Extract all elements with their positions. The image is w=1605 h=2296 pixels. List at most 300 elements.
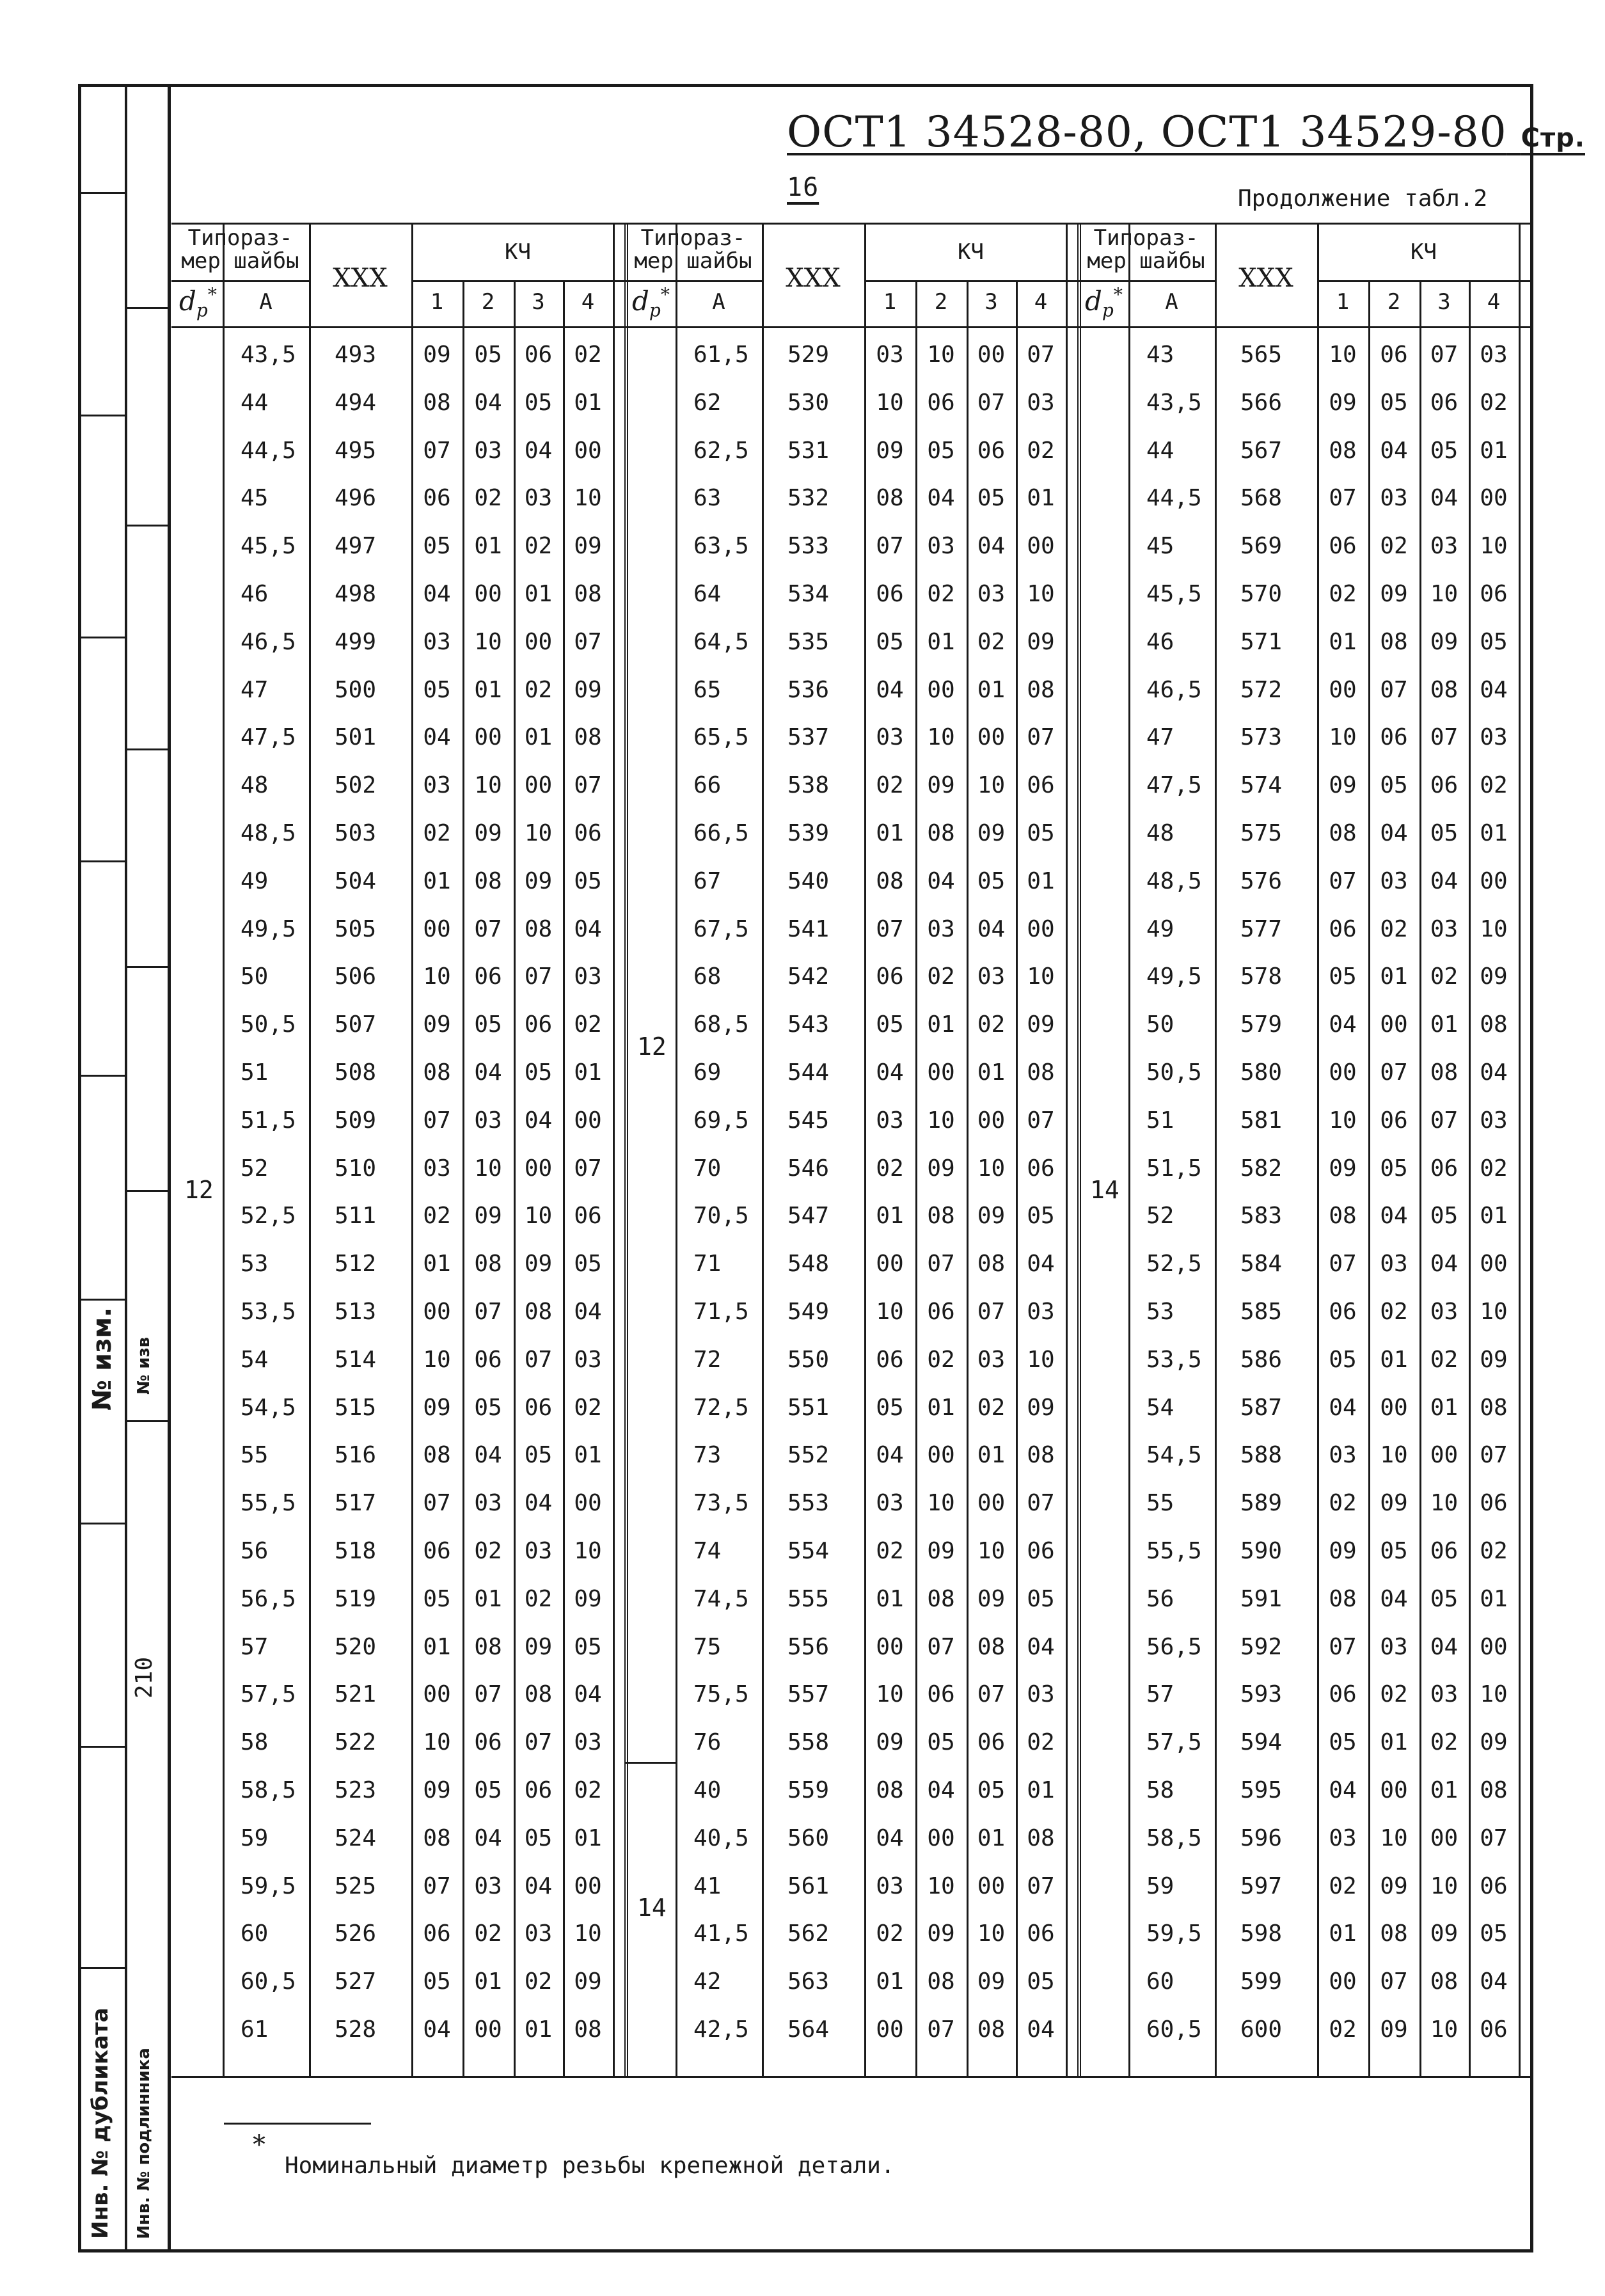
cell-k4: 05 (574, 1633, 602, 1660)
cell-k1: 03 (876, 1872, 904, 1899)
cell-a: 60 (1146, 1968, 1174, 1995)
column-line (613, 223, 615, 2078)
cell-xxx: 521 (335, 1681, 377, 1708)
cell-k2: 02 (1380, 1299, 1408, 1325)
cell-k4: 07 (1480, 1825, 1508, 1851)
cell-k3: 01 (1430, 1777, 1459, 1803)
cell-k1: 05 (423, 676, 451, 703)
cell-k1: 03 (876, 1490, 904, 1517)
cell-a: 56,5 (241, 1585, 296, 1612)
cell-k4: 08 (574, 581, 602, 607)
cell-k3: 05 (977, 867, 1006, 894)
cell-k2: 02 (1380, 533, 1408, 560)
cell-xxx: 515 (335, 1394, 377, 1421)
cell-xxx: 564 (787, 2016, 830, 2043)
cell-a: 44,5 (241, 437, 296, 464)
cell-k4: 00 (1480, 867, 1508, 894)
cell-k2: 03 (927, 915, 955, 942)
cell-k2: 08 (1380, 628, 1408, 655)
cell-xxx: 551 (787, 1394, 830, 1421)
header-top-rule (171, 223, 1530, 225)
cell-a: 59,5 (1146, 1920, 1202, 1947)
group-dp: 12 (184, 1176, 214, 1205)
cell-k4: 06 (1027, 772, 1055, 799)
cell-xxx: 573 (1240, 724, 1283, 751)
cell-a: 48,5 (241, 820, 296, 846)
cell-k3: 02 (977, 628, 1006, 655)
cell-k4: 06 (1027, 1538, 1055, 1564)
cell-a: 42,5 (693, 2016, 749, 2043)
cell-a: 60 (241, 1920, 269, 1947)
cell-k2: 05 (1380, 1538, 1408, 1564)
cell-k4: 07 (574, 772, 602, 799)
cell-k3: 06 (524, 342, 553, 368)
cell-k2: 07 (927, 1633, 955, 1660)
cell-a: 51 (1146, 1107, 1174, 1134)
cell-k2: 04 (927, 485, 955, 512)
cell-k4: 09 (574, 533, 602, 560)
cell-k1: 07 (876, 533, 904, 560)
cell-a: 70,5 (693, 1203, 749, 1230)
cell-a: 71 (693, 1251, 722, 1278)
cell-k2: 10 (1380, 1442, 1408, 1469)
cell-a: 55,5 (241, 1490, 296, 1517)
cell-k2: 01 (474, 1968, 502, 1995)
cell-xxx: 501 (335, 724, 377, 751)
cell-k2: 05 (474, 1777, 502, 1803)
cell-k3: 09 (1430, 628, 1459, 655)
header-xxx: XXX (333, 264, 388, 293)
cell-k4: 05 (574, 1251, 602, 1278)
cell-k3: 06 (1430, 772, 1459, 799)
dp-subscript: p (649, 299, 661, 321)
cell-a: 68 (693, 963, 722, 990)
cell-a: 53,5 (241, 1299, 296, 1325)
cell-a: 69 (693, 1059, 722, 1086)
cell-k3: 03 (1430, 1681, 1459, 1708)
cell-k4: 08 (574, 2016, 602, 2043)
cell-k1: 00 (876, 1633, 904, 1660)
cell-k3: 07 (1430, 1107, 1459, 1134)
cell-xxx: 542 (787, 963, 830, 990)
cell-k3: 02 (1430, 1346, 1459, 1373)
cell-k4: 00 (574, 1872, 602, 1899)
cell-k4: 04 (1480, 1968, 1508, 1995)
cell-k2: 00 (1380, 1394, 1408, 1421)
cell-k4: 08 (1027, 1059, 1055, 1086)
cell-k3: 10 (1430, 581, 1459, 607)
cell-k3: 01 (977, 1825, 1006, 1851)
cell-k2: 02 (474, 485, 502, 512)
cell-k3: 08 (1430, 1059, 1459, 1086)
cell-k1: 08 (423, 1442, 451, 1469)
cell-k3: 06 (977, 437, 1006, 464)
cell-k3: 02 (1430, 963, 1459, 990)
cell-xxx: 596 (1240, 1825, 1283, 1851)
cell-k3: 10 (977, 1538, 1006, 1564)
cell-k2: 02 (1380, 915, 1408, 942)
cell-k4: 04 (1480, 1059, 1508, 1086)
cell-k3: 01 (1430, 1394, 1459, 1421)
cell-xxx: 541 (787, 915, 830, 942)
cell-k4: 03 (1027, 1299, 1055, 1325)
cell-k4: 00 (1480, 1633, 1508, 1660)
cell-k2: 09 (474, 820, 502, 846)
cell-k2: 10 (927, 1490, 955, 1517)
cell-k1: 09 (1329, 389, 1357, 416)
cell-k3: 02 (977, 1011, 1006, 1038)
cell-k3: 07 (1430, 342, 1459, 368)
cell-k4: 10 (574, 1538, 602, 1564)
margin-tick (125, 966, 171, 968)
cell-k1: 02 (876, 1920, 904, 1947)
cell-xxx: 567 (1240, 437, 1283, 464)
cell-k3: 04 (1430, 485, 1459, 512)
cell-k2: 05 (474, 1394, 502, 1421)
cell-xxx: 585 (1240, 1299, 1283, 1325)
cell-xxx: 556 (787, 1633, 830, 1660)
cell-k4: 06 (1480, 2016, 1508, 2043)
cell-k1: 01 (876, 1585, 904, 1612)
cell-a: 47,5 (1146, 772, 1202, 799)
cell-k1: 04 (876, 1442, 904, 1469)
cell-k2: 05 (1380, 389, 1408, 416)
cell-k4: 02 (574, 1394, 602, 1421)
cell-k3: 05 (977, 1777, 1006, 1803)
cell-a: 54,5 (1146, 1442, 1202, 1469)
cell-k4: 03 (1027, 1681, 1055, 1708)
cell-a: 46 (241, 581, 269, 607)
cell-xxx: 591 (1240, 1585, 1283, 1612)
header-k4: 4 (1487, 289, 1501, 315)
cell-xxx: 527 (335, 1968, 377, 1995)
cell-k1: 00 (1329, 1968, 1357, 1995)
cell-a: 62,5 (693, 437, 749, 464)
cell-k4: 07 (1027, 1490, 1055, 1517)
group-separator (624, 1762, 676, 1764)
cell-k2: 09 (927, 1538, 955, 1564)
cell-k3: 10 (524, 820, 553, 846)
column-line (762, 223, 764, 2078)
margin-tick (78, 1746, 125, 1748)
cell-k3: 07 (524, 963, 553, 990)
cell-k3: 10 (977, 1920, 1006, 1947)
header-kch: КЧ (958, 239, 984, 265)
cell-k2: 07 (474, 1299, 502, 1325)
cell-k3: 09 (524, 1251, 553, 1278)
cell-k3: 00 (1430, 1442, 1459, 1469)
cell-k1: 09 (1329, 1155, 1357, 1182)
cell-k3: 03 (524, 1920, 553, 1947)
cell-k4: 06 (1480, 581, 1508, 607)
cell-k4: 03 (574, 1346, 602, 1373)
data-table (171, 223, 1530, 2078)
cell-xxx: 507 (335, 1011, 377, 1038)
cell-a: 61,5 (693, 342, 749, 368)
cell-a: 59 (1146, 1872, 1174, 1899)
cell-k3: 05 (524, 1059, 553, 1086)
cell-k4: 00 (1480, 485, 1508, 512)
cell-a: 72,5 (693, 1394, 749, 1421)
cell-xxx: 555 (787, 1585, 830, 1612)
cell-k1: 01 (423, 867, 451, 894)
cell-k4: 07 (1027, 1872, 1055, 1899)
cell-k3: 09 (977, 1968, 1006, 1995)
cell-k3: 02 (977, 1394, 1006, 1421)
cell-xxx: 586 (1240, 1346, 1283, 1373)
column-line (1077, 223, 1081, 2078)
group-dp: 14 (1090, 1176, 1119, 1205)
cell-k3: 07 (524, 1729, 553, 1756)
cell-k4: 01 (1027, 867, 1055, 894)
page-label: Стр. (1521, 123, 1585, 153)
document-code: ОСТ1 34528-80, ОСТ1 34529-80 (787, 107, 1507, 157)
cell-a: 53,5 (1146, 1346, 1202, 1373)
column-line (309, 223, 311, 2078)
cell-k1: 10 (876, 389, 904, 416)
cell-k4: 06 (574, 820, 602, 846)
cell-k1: 05 (1329, 1729, 1357, 1756)
cell-k2: 03 (1380, 1633, 1408, 1660)
cell-k4: 02 (1480, 389, 1508, 416)
cell-a: 61 (241, 2016, 269, 2043)
cell-k2: 10 (1380, 1825, 1408, 1851)
cell-xxx: 560 (787, 1825, 830, 1851)
cell-k2: 07 (474, 1681, 502, 1708)
cell-k2: 09 (927, 1155, 955, 1182)
dp-symbol: d (1085, 285, 1102, 317)
header-size: Типораз- мер шайбы (1087, 225, 1205, 274)
cell-k2: 05 (474, 1011, 502, 1038)
cell-k2: 06 (1380, 342, 1408, 368)
cell-k2: 07 (927, 2016, 955, 2043)
cell-k1: 10 (423, 963, 451, 990)
cell-a: 44,5 (1146, 485, 1202, 512)
header-sub-rule (171, 280, 309, 282)
cell-xxx: 582 (1240, 1155, 1283, 1182)
cell-xxx: 550 (787, 1346, 830, 1373)
margin-tick (125, 307, 171, 309)
cell-k1: 00 (423, 1681, 451, 1708)
cell-k4: 05 (574, 867, 602, 894)
cell-k4: 07 (1480, 1442, 1508, 1469)
cell-k3: 09 (524, 1633, 553, 1660)
cell-k1: 03 (423, 628, 451, 655)
cell-k1: 01 (876, 820, 904, 846)
cell-xxx: 566 (1240, 389, 1283, 416)
cell-k3: 03 (977, 1346, 1006, 1373)
cell-a: 69,5 (693, 1107, 749, 1134)
cell-k2: 01 (1380, 1346, 1408, 1373)
cell-k1: 02 (1329, 1872, 1357, 1899)
cell-k4: 02 (1027, 437, 1055, 464)
cell-k1: 03 (876, 1107, 904, 1134)
cell-k4: 04 (1027, 2016, 1055, 2043)
cell-xxx: 519 (335, 1585, 377, 1612)
cell-k4: 08 (1480, 1777, 1508, 1803)
cell-k3: 03 (1430, 533, 1459, 560)
cell-k4: 08 (1027, 1442, 1055, 1469)
cell-k3: 08 (977, 2016, 1006, 2043)
cell-a: 52,5 (241, 1203, 296, 1230)
cell-k3: 01 (1430, 1011, 1459, 1038)
cell-k4: 09 (574, 1968, 602, 1995)
cell-xxx: 572 (1240, 676, 1283, 703)
cell-k3: 04 (524, 1107, 553, 1134)
cell-k3: 01 (524, 2016, 553, 2043)
header-k4: 4 (581, 289, 595, 315)
cell-k3: 10 (1430, 1872, 1459, 1899)
cell-a: 53 (241, 1251, 269, 1278)
cell-k3: 02 (524, 1585, 553, 1612)
cell-k4: 02 (1480, 1538, 1508, 1564)
cell-k1: 10 (1329, 342, 1357, 368)
cell-a: 70 (693, 1155, 722, 1182)
cell-k3: 10 (1430, 1490, 1459, 1517)
cell-a: 59,5 (241, 1872, 296, 1899)
cell-k4: 09 (1480, 1346, 1508, 1373)
cell-k4: 03 (1480, 1107, 1508, 1134)
cell-k3: 02 (524, 533, 553, 560)
cell-a: 73 (693, 1442, 722, 1469)
cell-k2: 05 (474, 342, 502, 368)
cell-k2: 10 (474, 628, 502, 655)
cell-k1: 09 (423, 1011, 451, 1038)
cell-k3: 01 (977, 1059, 1006, 1086)
cell-xxx: 509 (335, 1107, 377, 1134)
margin-tick (78, 192, 125, 194)
cell-k3: 08 (524, 915, 553, 942)
margin-tick (78, 1075, 125, 1077)
cell-k3: 08 (977, 1251, 1006, 1278)
cell-k1: 06 (423, 1538, 451, 1564)
cell-k3: 10 (1430, 2016, 1459, 2043)
cell-k1: 08 (423, 389, 451, 416)
cell-k2: 00 (1380, 1011, 1408, 1038)
cell-k3: 05 (1430, 820, 1459, 846)
cell-a: 57,5 (241, 1681, 296, 1708)
cell-k3: 04 (977, 915, 1006, 942)
cell-xxx: 500 (335, 676, 377, 703)
cell-a: 51,5 (241, 1107, 296, 1134)
cell-a: 47,5 (241, 724, 296, 751)
cell-k3: 08 (524, 1299, 553, 1325)
cell-k1: 06 (1329, 915, 1357, 942)
margin-tick (78, 637, 125, 638)
cell-k2: 03 (1380, 485, 1408, 512)
cell-k2: 09 (927, 1920, 955, 1947)
cell-k4: 09 (1480, 1729, 1508, 1756)
cell-k1: 06 (876, 1346, 904, 1373)
cell-a: 56 (1146, 1585, 1174, 1612)
header-kch: КЧ (1411, 239, 1437, 265)
cell-k1: 03 (876, 724, 904, 751)
cell-xxx: 522 (335, 1729, 377, 1756)
cell-xxx: 554 (787, 1538, 830, 1564)
cell-a: 55 (241, 1442, 269, 1469)
cell-a: 47 (1146, 724, 1174, 751)
cell-k3: 04 (1430, 1633, 1459, 1660)
cell-k2: 02 (927, 1346, 955, 1373)
cell-k1: 08 (876, 1777, 904, 1803)
cell-xxx: 580 (1240, 1059, 1283, 1086)
cell-a: 53 (1146, 1299, 1174, 1325)
cell-k3: 02 (524, 676, 553, 703)
cell-k2: 02 (927, 963, 955, 990)
header-size: Типораз- мер шайбы (634, 225, 752, 274)
cell-a: 50 (1146, 1011, 1174, 1038)
cell-a: 72 (693, 1346, 722, 1373)
cell-k3: 06 (977, 1729, 1006, 1756)
cell-k2: 09 (927, 772, 955, 799)
cell-xxx: 503 (335, 820, 377, 846)
footnote-mark: * (253, 2130, 265, 2160)
cell-a: 74,5 (693, 1585, 749, 1612)
cell-k4: 09 (574, 676, 602, 703)
cell-k4: 09 (1027, 1394, 1055, 1421)
cell-k4: 05 (1480, 1920, 1508, 1947)
cell-k1: 03 (1329, 1825, 1357, 1851)
cell-k3: 04 (1430, 867, 1459, 894)
cell-k1: 08 (876, 485, 904, 512)
cell-a: 73,5 (693, 1490, 749, 1517)
cell-k2: 04 (474, 1442, 502, 1469)
cell-k3: 04 (524, 1872, 553, 1899)
margin-sig-number: 210 (131, 1656, 157, 1698)
cell-xxx: 598 (1240, 1920, 1283, 1947)
cell-k4: 03 (1027, 389, 1055, 416)
cell-xxx: 584 (1240, 1251, 1283, 1278)
cell-k2: 10 (927, 342, 955, 368)
cell-k1: 01 (876, 1203, 904, 1230)
column-line (1128, 223, 1130, 2078)
cell-k3: 00 (977, 1490, 1006, 1517)
cell-k4: 08 (574, 724, 602, 751)
cell-xxx: 576 (1240, 867, 1283, 894)
cell-k1: 04 (423, 581, 451, 607)
cell-xxx: 593 (1240, 1681, 1283, 1708)
cell-xxx: 578 (1240, 963, 1283, 990)
cell-a: 66,5 (693, 820, 749, 846)
cell-k2: 03 (474, 1490, 502, 1517)
cell-a: 43 (1146, 342, 1174, 368)
cell-k1: 06 (876, 581, 904, 607)
cell-k4: 05 (1027, 1968, 1055, 1995)
cell-a: 63,5 (693, 533, 749, 560)
margin-tick (125, 525, 171, 526)
cell-xxx: 588 (1240, 1442, 1283, 1469)
cell-k1: 00 (876, 1251, 904, 1278)
margin-tick (125, 1190, 171, 1192)
cell-k4: 08 (1027, 1825, 1055, 1851)
cell-xxx: 579 (1240, 1011, 1283, 1038)
cell-k4: 01 (574, 1442, 602, 1469)
cell-xxx: 529 (787, 342, 830, 368)
cell-k3: 01 (977, 676, 1006, 703)
cell-xxx: 537 (787, 724, 830, 751)
cell-k3: 10 (977, 1155, 1006, 1182)
header-size: Типораз- мер шайбы (181, 225, 299, 274)
header-bottom-rule (171, 326, 1530, 328)
cell-k3: 06 (524, 1011, 553, 1038)
cell-k1: 02 (876, 772, 904, 799)
cell-a: 59 (241, 1825, 269, 1851)
cell-a: 58 (1146, 1777, 1174, 1803)
cell-k4: 10 (1480, 1681, 1508, 1708)
cell-k4: 10 (1480, 533, 1508, 560)
cell-k2: 06 (927, 1299, 955, 1325)
cell-k1: 09 (423, 1394, 451, 1421)
